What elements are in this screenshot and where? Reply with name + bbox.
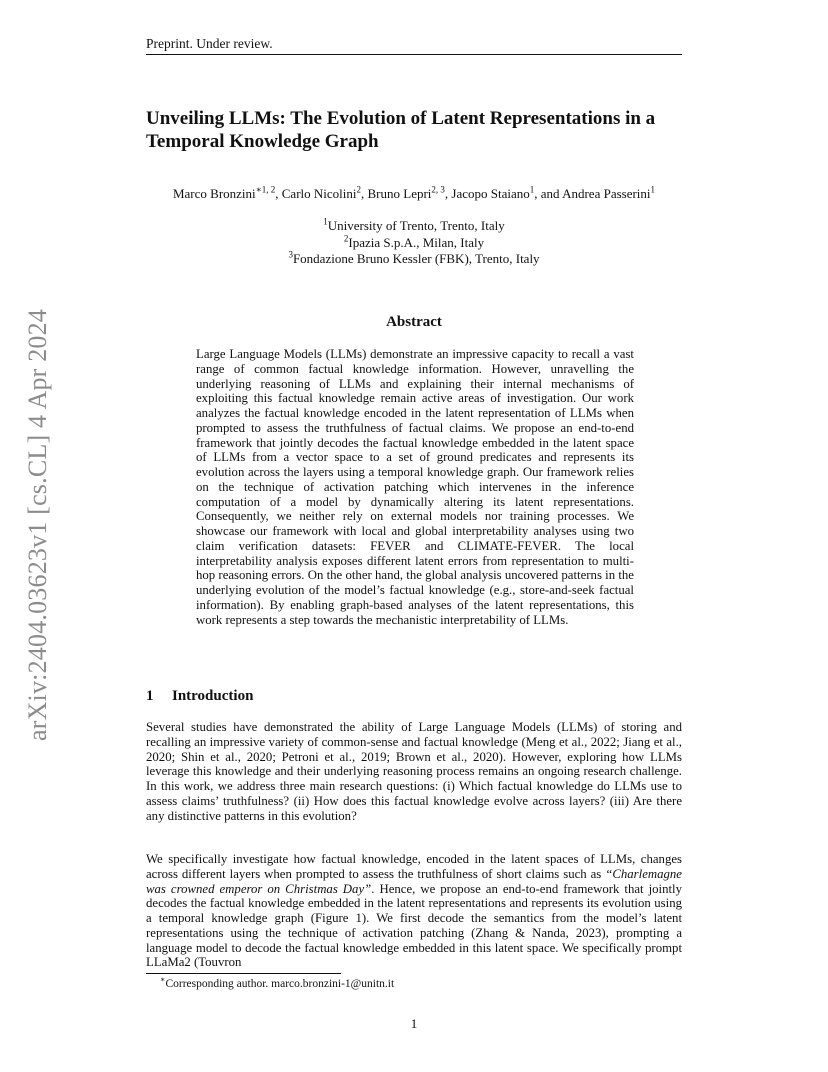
author: Jacopo Staiano$^1$, and xyxy=(451,184,563,201)
author-list xyxy=(146,186,682,202)
author: Bruno Lepri$^{2, 3}$, xyxy=(367,184,452,201)
abstract-heading: Abstract xyxy=(386,314,442,330)
intro-paragraph-2: We specifically investigate how factual knowledge, encoded in the latent spaces of LLMs, changes across different layers when prompted to assess the truthfulness of short claims such as “Charlemagne was crowned emperor on Christmas Day”. Hence, we propose an end-to-end framework that jointly decodes the factual knowledge embedded in the latent representations and represents its evolution using a temporal knowledge graph (Figure 1). We first decode the semantics from the model’s latent representations using the technique of activation patching (Zhang & Nanda, 2023), prompting a language model to decode the factual knowledge embedded in this latent space. We specifically prompt LLaMa2 (Touvron xyxy=(146,852,683,970)
affiliation: $^3$Fondazione Bruno Kessler (FBK), Trento, Italy xyxy=(288,249,540,266)
footnote-rule xyxy=(146,973,341,974)
running-header: Preprint. Under review. xyxy=(146,36,273,51)
arxiv-identifier: arXiv:2404.03623v1 [cs.CL] 4 Apr 2024 xyxy=(23,308,52,742)
page-number: 1 xyxy=(410,1016,418,1031)
section-title: Introduction xyxy=(172,688,254,704)
header-rule xyxy=(146,54,682,55)
example-claim: “Charlemagne was crowned emperor on Christmas Day” xyxy=(146,866,682,896)
affiliation: $^2$Ipazia S.p.A., Milan, Italy xyxy=(343,233,485,250)
author: Marco Bronzini$^{∗1, 2}$, xyxy=(172,184,282,201)
affiliation: $^1$University of Trento, Trento, Italy xyxy=(323,216,505,233)
abstract-text: Large Language Models (LLMs) demonstrate an impressive capacity to recall a vast range of common factual knowledge information. However, unravelling the underlying reasoning of LLMs and explaining their internal mechanisms of exploiting this factual knowledge remain active areas of investigation. Our work analyzes the factual knowledge encoded in the latent representation of LLMs when prompted to assess the truthfulness of factual claims. We propose an end-to-end framework that jointly decodes the factual knowledge embedded in the latent space of LLMs from a vector space to a set of ground predicates and represents its evolution across the layers using a temporal knowledge graph. Our framework relies on the technique of activation patching which intervenes in the inference computation of a model by dynamically altering its latent representations. Consequently, we neither rely on external models nor training processes. We showcase our framework with local and global interpretability analyses using two claim verification datasets: FEVER and CLIMATE-FEVER. The local interpretability analysis exposes different latent errors from representation to multi-hop reasoning errors. On the other hand, the global analysis uncovered patterns in the underlying evolution of the model’s factual knowledge (e.g., store-and-seek factual information). By enabling graph-based analyses of the latent representations, this work represents a step towards the mechanistic interpretability of LLMs. xyxy=(196,347,634,627)
intro-paragraph-1: Several studies have demonstrated the ability of Large Language Models (LLMs) of storing and recalling an impressive variety of common-sense and factual knowledge (Meng et al., 2022; Jiang et al., 2020; Shin et al., 2020; Petroni et al., 2019; Brown et al., 2020). However, exploring how LLMs leverage this knowledge and their underlying reasoning process remains an ongoing research challenge. In this work, we address three main research questions: (i) Which factual knowledge do LLMs use to assess claims’ truthfulness? (ii) How does this factual knowledge evolve across layers? (iii) Are there any distinctive patterns in this evolution? xyxy=(146,720,682,823)
affiliations xyxy=(146,218,682,268)
footnote: ∗Corresponding author. marco.bronzini-1@unitn.it xyxy=(160,975,395,990)
paper-title: Unveiling LLMs: The Evolution of Latent Representations in a Temporal Knowledge Graph xyxy=(146,108,656,152)
author: Carlo Nicolini$^2$, xyxy=(281,184,368,201)
author: Andrea Passerini$^1$ xyxy=(562,184,656,201)
section-number: 1 xyxy=(146,688,154,704)
section-heading xyxy=(146,687,682,705)
